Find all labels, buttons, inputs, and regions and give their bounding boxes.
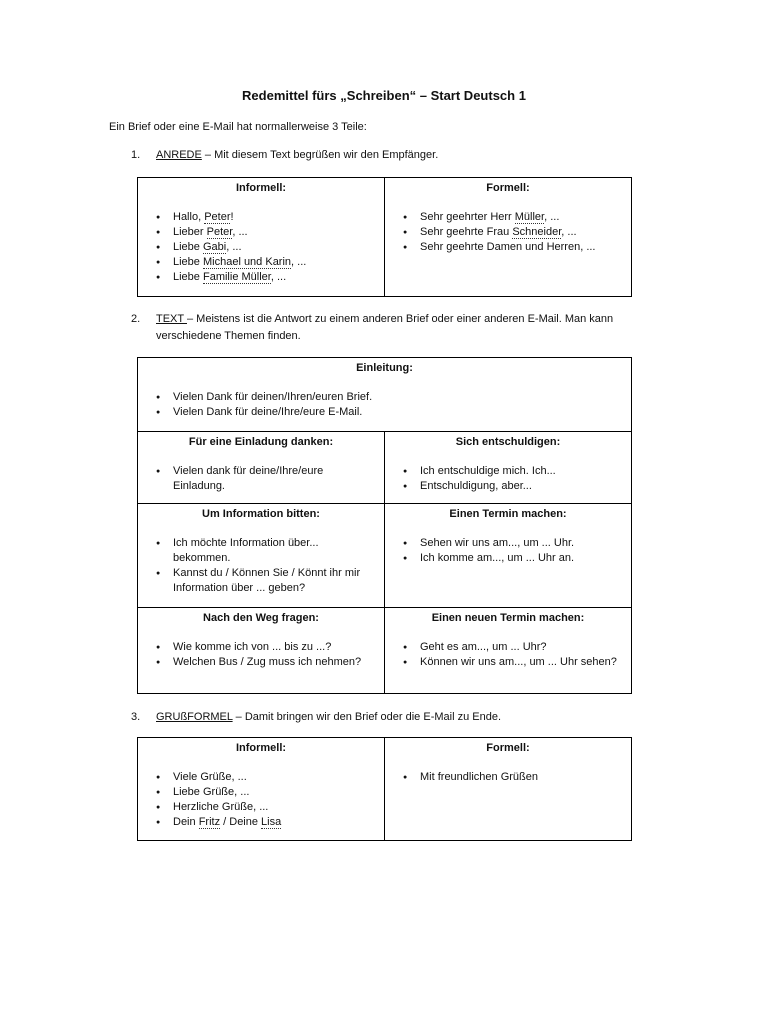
item-text: Dein xyxy=(173,816,199,828)
section-number: 2. xyxy=(131,313,141,325)
neuer-termin-heading: Einen neuen Termin machen: xyxy=(431,612,585,624)
list-item: ● Wie komme ich von ... bis zu ...? xyxy=(146,640,376,655)
item-text: Liebe xyxy=(173,256,203,268)
name-text: Peter xyxy=(204,211,231,223)
item-text: Hallo, xyxy=(173,211,205,223)
list-item xyxy=(146,270,376,285)
section-number: 1. xyxy=(131,149,141,161)
list-item: ● Sehen wir uns am..., um ... Uhr. xyxy=(393,536,623,551)
name-text: Familie Müller xyxy=(202,271,271,283)
item-text: , ... xyxy=(561,226,577,238)
section-text xyxy=(156,709,656,726)
item-text: , ... xyxy=(291,256,307,268)
intro-text: Ein Brief oder eine E-Mail hat normallerweise 3 Teile: xyxy=(109,121,367,133)
item-text: Sehr geehrte Frau xyxy=(420,226,513,238)
text-table xyxy=(137,357,632,694)
list-item: ● Herzliche Grüße, ... xyxy=(146,800,376,815)
item-text: , ... xyxy=(270,271,287,283)
section-number: 3. xyxy=(131,711,141,723)
item-text: , ... xyxy=(232,226,248,238)
anrede-formell-heading: Formell: xyxy=(486,182,530,194)
anrede-informell-cell xyxy=(138,178,385,297)
list-item: ● Können wir uns am..., um ... Uhr sehen? xyxy=(393,655,623,670)
name-text: Müller xyxy=(514,211,545,223)
anrede-formell-cell xyxy=(385,178,632,297)
anrede-informell-heading: Informell: xyxy=(235,182,287,194)
section-description: – Meistens ist die Antwort zu einem anderen Brief oder einer anderen E-Mail. Man kann verschiedene Themen finden. xyxy=(156,313,614,342)
section-description: – Mit diesem Text begrüßen wir den Empfänger. xyxy=(201,149,439,161)
section-text xyxy=(156,311,656,345)
section-text xyxy=(156,147,656,164)
item-text: Lieber xyxy=(173,226,207,238)
item-text: Liebe xyxy=(173,271,203,283)
einladung-heading: Für eine Einladung danken: xyxy=(188,436,334,448)
item-text: , ... xyxy=(226,241,242,253)
list-item xyxy=(146,815,376,830)
anrede-table xyxy=(137,177,632,297)
name-text: Gabi xyxy=(202,241,227,253)
name-text: Michael und Karin xyxy=(202,256,292,268)
gruss-formell-heading: Formell: xyxy=(486,742,530,754)
list-item: ● Viele Grüße, ... xyxy=(146,770,376,785)
neuer-termin-cell xyxy=(385,608,632,694)
termin-heading: Einen Termin machen: xyxy=(449,508,567,520)
item-text: , ... xyxy=(544,211,560,223)
section-description: – Damit bringen wir den Brief oder die E-Mail zu Ende. xyxy=(232,711,501,723)
einleitung-cell xyxy=(138,358,632,432)
name-text: Peter xyxy=(206,226,233,238)
termin-cell xyxy=(385,504,632,608)
list-item xyxy=(146,210,376,225)
einladung-cell xyxy=(138,432,385,504)
gruss-formell-cell xyxy=(385,738,632,841)
gruss-informell-heading: Informell: xyxy=(235,742,287,754)
name-text: Fritz xyxy=(198,816,221,828)
list-item: ● Geht es am..., um ... Uhr? xyxy=(393,640,623,655)
list-item: ● Liebe Grüße, ... xyxy=(146,785,376,800)
list-item: ● Ich möchte Information über... bekommen. xyxy=(146,536,376,566)
list-item xyxy=(393,210,623,225)
information-heading: Um Information bitten: xyxy=(202,508,320,520)
gruss-informell-cell xyxy=(138,738,385,841)
section-keyword: ANREDE xyxy=(156,149,202,161)
list-item xyxy=(146,240,376,255)
list-item: ● Mit freundlichen Grüßen xyxy=(393,770,623,785)
information-cell xyxy=(138,504,385,608)
gruss-table xyxy=(137,737,632,841)
entschuldigen-heading: Sich entschuldigen: xyxy=(455,436,561,448)
page-title: Redemittel fürs „Schreiben“ – Start Deutsch 1 xyxy=(242,88,526,103)
section-keyword: GRUßFORMEL xyxy=(156,711,233,723)
item-text: ! xyxy=(230,211,234,223)
name-text: Lisa xyxy=(261,816,282,828)
item-text: Liebe xyxy=(173,241,203,253)
list-item: ● Ich entschuldige mich. Ich... xyxy=(393,464,623,479)
weg-cell xyxy=(138,608,385,694)
list-item xyxy=(393,225,623,240)
weg-heading: Nach den Weg fragen: xyxy=(203,612,319,624)
list-item: ● Sehr geehrte Damen und Herren, ... xyxy=(393,240,623,255)
list-item: ● Vielen Dank für deine/Ihre/eure E-Mail. xyxy=(146,405,623,420)
list-item: ● Vielen dank für deine/Ihre/eure Einladung. xyxy=(146,464,376,494)
list-item: ● Vielen Dank für deinen/Ihren/euren Brief. xyxy=(146,390,623,405)
list-item xyxy=(146,225,376,240)
list-item xyxy=(146,255,376,270)
list-item: ● Welchen Bus / Zug muss ich nehmen? xyxy=(146,655,376,670)
einleitung-heading: Einleitung: xyxy=(356,362,413,374)
list-item: ● Entschuldigung, aber... xyxy=(393,479,623,494)
item-text: Sehr geehrter Herr xyxy=(420,211,515,223)
entschuldigen-cell xyxy=(385,432,632,504)
section-keyword: TEXT xyxy=(156,313,187,325)
list-item: ● Ich komme am..., um ... Uhr an. xyxy=(393,551,623,566)
name-text: Schneider xyxy=(512,226,562,238)
item-text: / Deine xyxy=(220,816,262,828)
list-item: ● Kannst du / Können Sie / Könnt ihr mir Information über ... geben? xyxy=(146,566,376,596)
